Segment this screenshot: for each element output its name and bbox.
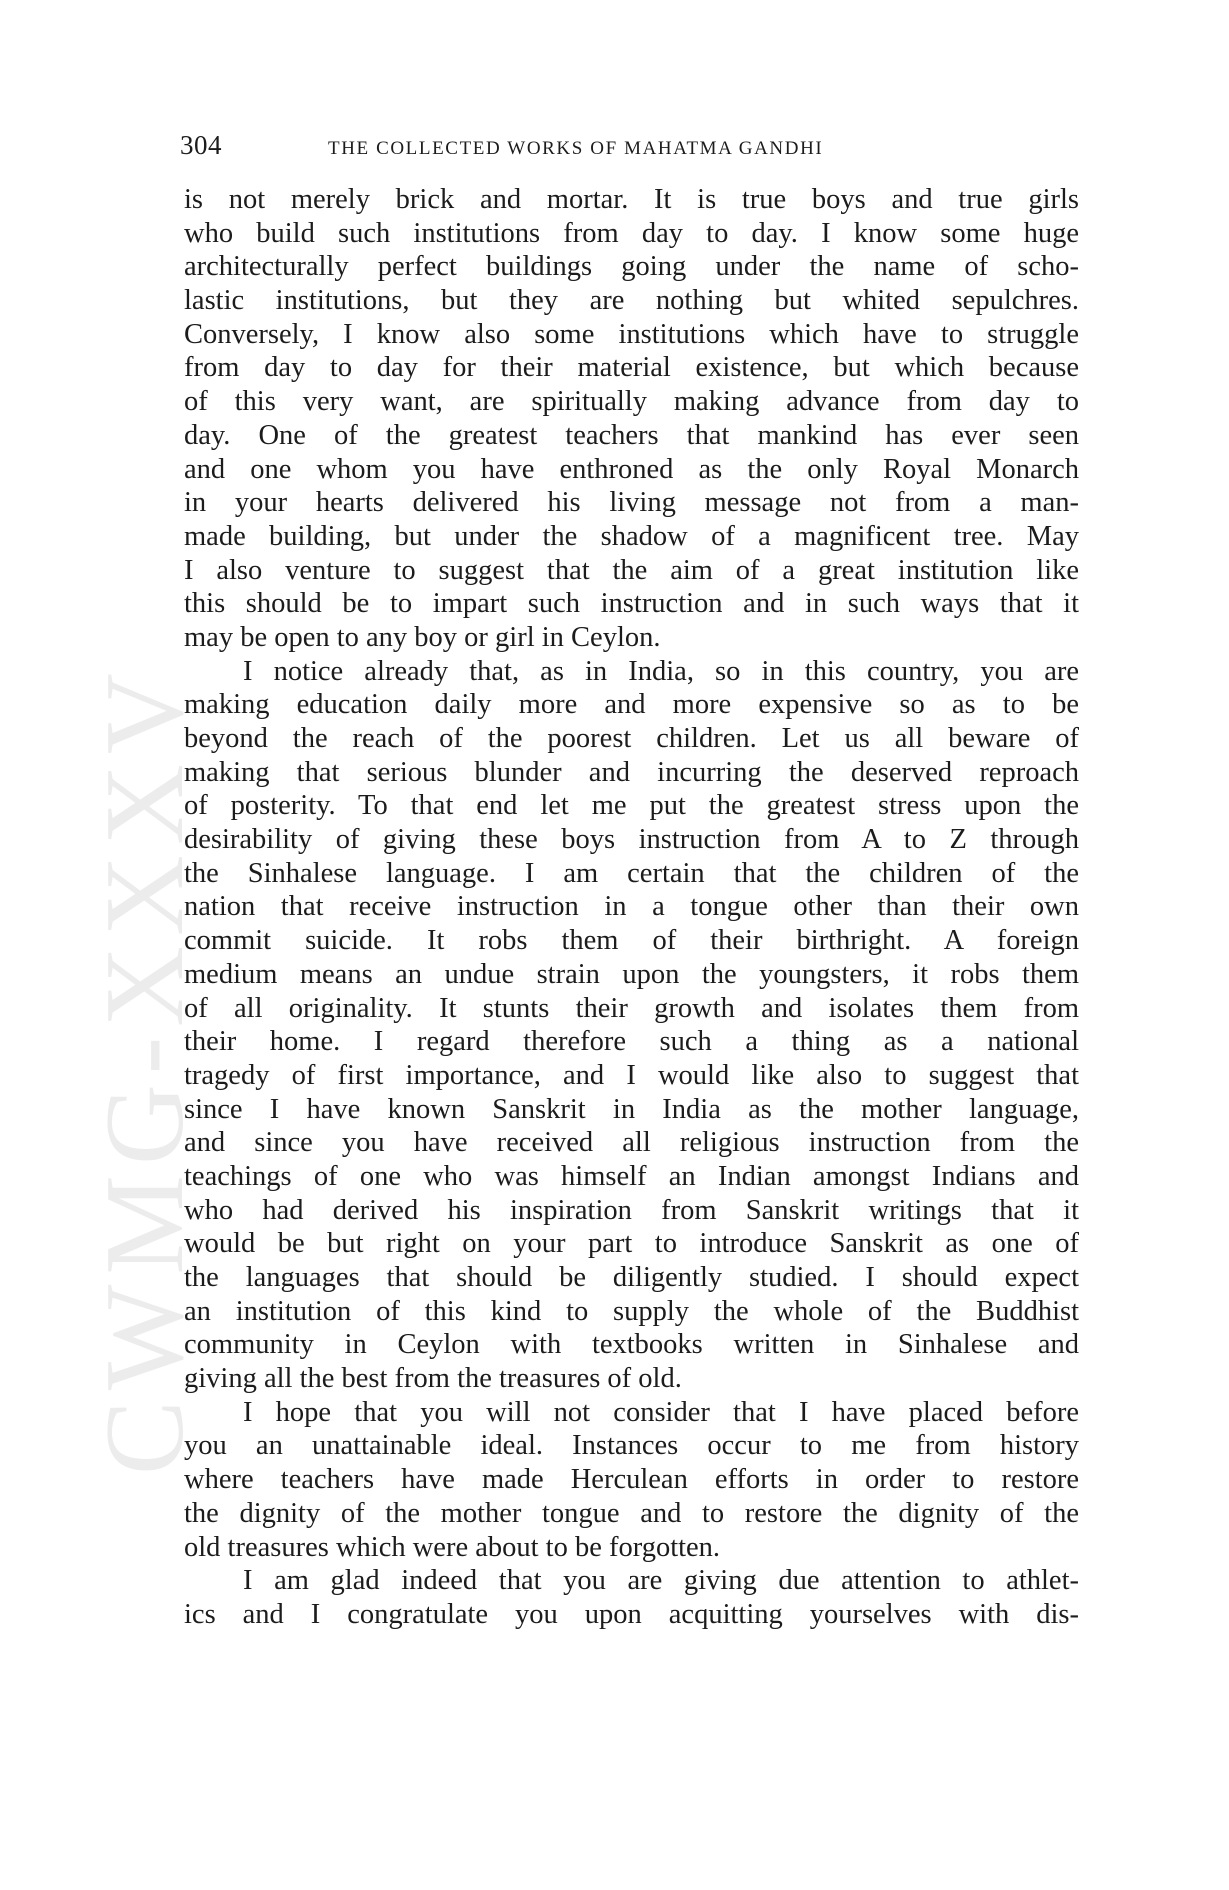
text-line: the Sinhalese language. I am certain that the children of the — [184, 857, 1079, 889]
watermark-text: CWMG-XXXV — [83, 663, 207, 1475]
text-line: architecturally perfect buildings going under the name of scho- — [184, 251, 1079, 283]
text-line: ics and I congratulate you upon acquitting yourselves with dis- — [184, 1598, 1079, 1630]
text-line: may be open to any boy or girl in Ceylon. — [184, 621, 661, 653]
text-line: old treasures which were about to be forgotten. — [184, 1531, 721, 1563]
text-line: who had derived his inspiration from Sanskrit writings that it — [184, 1194, 1079, 1226]
page-header — [180, 130, 1080, 166]
text-line: an institution of this kind to supply the whole of the Buddhist — [184, 1295, 1079, 1327]
running-title: THE COLLECTED WORKS OF MAHATMA GANDHI — [328, 138, 824, 159]
text-line: I also venture to suggest that the aim of a great institution like — [184, 554, 1079, 586]
text-line: and since you have received all religious instruction from the — [184, 1127, 1079, 1159]
text-line: lastic institutions, but they are nothing but whited sepulchres. — [184, 285, 1079, 317]
text-line: in your hearts delivered his living message not from a man- — [184, 487, 1079, 519]
text-line: would be but right on your part to introduce Sanskrit as one of — [184, 1228, 1079, 1260]
text-line: desirability of giving these boys instruction from A to Z through — [184, 824, 1079, 856]
text-line: made building, but under the shadow of a magnificent tree. May — [184, 520, 1079, 552]
text-line: the dignity of the mother tongue and to restore the dignity of the — [184, 1497, 1079, 1529]
text-line: giving all the best from the treasures of old. — [184, 1363, 682, 1395]
text-line: nation that receive instruction in a tongue other than their own — [184, 891, 1079, 923]
text-line: where teachers have made Herculean efforts in order to restore — [184, 1464, 1079, 1496]
text-line: I am glad indeed that you are giving due attention to athlet- — [243, 1565, 1079, 1597]
text-line: I notice already that, as in India, so in this country, you are — [243, 655, 1079, 687]
body-text — [184, 183, 1079, 1632]
text-line: beyond the reach of the poorest children. Let us all beware of — [184, 723, 1079, 754]
page-number: 304 — [180, 130, 222, 160]
text-line: this should be to impart such instruction and in such ways that it — [184, 588, 1079, 620]
text-line: since I have known Sanskrit in India as the mother language, — [184, 1093, 1079, 1125]
text-line: of this very want, are spiritually making advance from day to — [184, 386, 1079, 418]
text-line: medium means an undue strain upon the youngsters, it robs them — [184, 958, 1079, 990]
text-line: making education daily more and more expensive so as to be — [184, 689, 1079, 721]
text-line: you an unattainable ideal. Instances occur to me from history — [184, 1430, 1079, 1462]
text-line: of posterity. To that end let me put the greatest stress upon the — [184, 790, 1079, 822]
text-line: day. One of the greatest teachers that mankind has ever seen — [184, 419, 1079, 451]
text-line: community in Ceylon with textbooks written in Sinhalese and — [184, 1329, 1079, 1361]
text-line: making that serious blunder and incurring the deserved reproach — [184, 756, 1079, 788]
text-line: who build such institutions from day to day. I know some huge — [184, 217, 1079, 249]
text-line: from day to day for their material existence, but which because — [184, 352, 1079, 384]
text-line: is not merely brick and mortar. It is true boys and true girls — [184, 184, 1079, 215]
text-line: the languages that should be diligently studied. I should expect — [184, 1262, 1079, 1293]
text-line: I hope that you will not consider that I have placed before — [243, 1396, 1079, 1428]
text-line: and one whom you have enthroned as the only Royal Monarch — [184, 453, 1079, 485]
text-line: of all originality. It stunts their growth and isolates them from — [184, 992, 1079, 1024]
text-line: tragedy of first importance, and I would like also to suggest that — [184, 1059, 1079, 1091]
text-line: commit suicide. It robs them of their birthright. A foreign — [184, 925, 1079, 957]
text-line: Conversely, I know also some institutions which have to struggle — [184, 318, 1079, 350]
text-line: teachings of one who was himself an Indian amongst Indians and — [184, 1160, 1079, 1192]
text-line: their home. I regard therefore such a thing as a national — [184, 1026, 1079, 1058]
